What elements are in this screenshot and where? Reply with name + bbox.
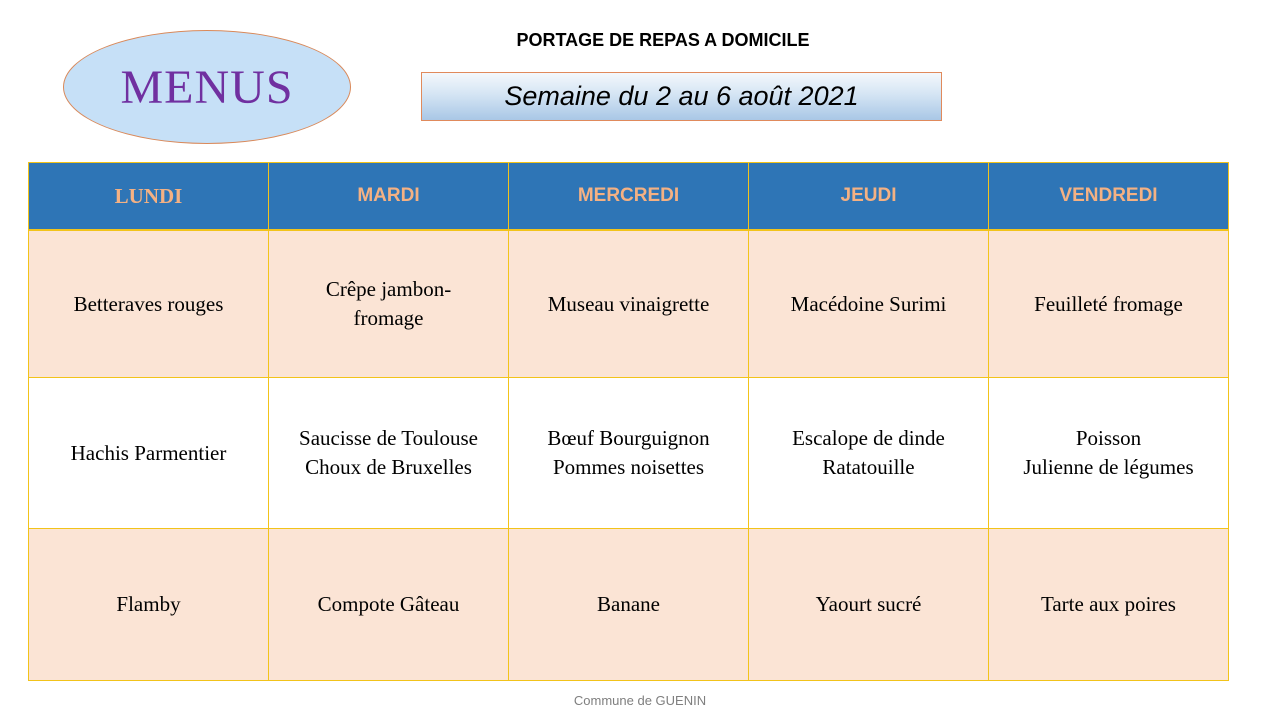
menu-cell: [989, 230, 1229, 378]
dish-line: Flamby: [116, 592, 181, 616]
day-header-mercredi: MERCREDI: [509, 163, 749, 231]
dish-line: fromage: [353, 306, 424, 330]
dish-line: Feuilleté fromage: [1034, 291, 1183, 316]
menu-table: [28, 162, 1229, 681]
menu-cell: [989, 378, 1229, 529]
menu-cell: [749, 529, 989, 681]
table-header-row: [29, 163, 1229, 231]
dish-line: Julienne de légumes: [1023, 455, 1194, 479]
dish-line: Choux de Bruxelles: [305, 455, 472, 479]
menu-cell: [509, 529, 749, 681]
day-header-lundi: LUNDI: [29, 163, 269, 231]
menu-cell: [749, 230, 989, 378]
menu-cell: [29, 378, 269, 529]
dish-line: Crêpe jambon-: [325, 277, 452, 301]
footer-commune: Commune de GUENIN: [573, 693, 707, 708]
page-title: PORTAGE DE REPAS A DOMICILE: [516, 30, 810, 50]
dish-line: Saucisse de Toulouse: [299, 426, 478, 450]
week-banner: [421, 72, 942, 121]
dish-line: Banane: [597, 592, 660, 616]
dish-line: Betteraves rouges: [73, 291, 224, 316]
menu-cell: [269, 378, 509, 529]
table-row-dessert: [29, 529, 1229, 681]
day-header-mardi: MARDI: [269, 163, 509, 231]
dish-line: Bœuf Bourguignon: [547, 426, 710, 450]
table-row-entree: [29, 230, 1229, 378]
dish-line: Museau vinaigrette: [547, 291, 710, 316]
dish-line: Macédoine Surimi: [790, 291, 947, 316]
menu-cell: [509, 378, 749, 529]
menu-cell: [509, 230, 749, 378]
dish-line: Escalope de dinde: [792, 426, 945, 450]
menu-cell: [269, 529, 509, 681]
day-header-jeudi: JEUDI: [749, 163, 989, 231]
menus-badge-label: MENUS: [120, 60, 294, 114]
menu-cell: [749, 378, 989, 529]
menu-cell: [269, 230, 509, 378]
dish-line: Yaourt sucré: [815, 592, 922, 616]
table-row-plat: [29, 378, 1229, 529]
day-header-vendredi: VENDREDI: [989, 163, 1229, 231]
dish-line: Compote Gâteau: [317, 592, 460, 616]
dish-line: Hachis Parmentier: [70, 440, 227, 465]
menus-badge: [63, 30, 351, 144]
week-label: Semaine du 2 au 6 août 2021: [504, 81, 859, 111]
dish-line: Pommes noisettes: [552, 455, 705, 479]
menu-cell: [989, 529, 1229, 681]
menu-cell: [29, 230, 269, 378]
dish-line: Poisson: [1075, 426, 1142, 450]
dish-line: Ratatouille: [822, 455, 915, 479]
menu-cell: [29, 529, 269, 681]
dish-line: Tarte aux poires: [1041, 592, 1176, 616]
